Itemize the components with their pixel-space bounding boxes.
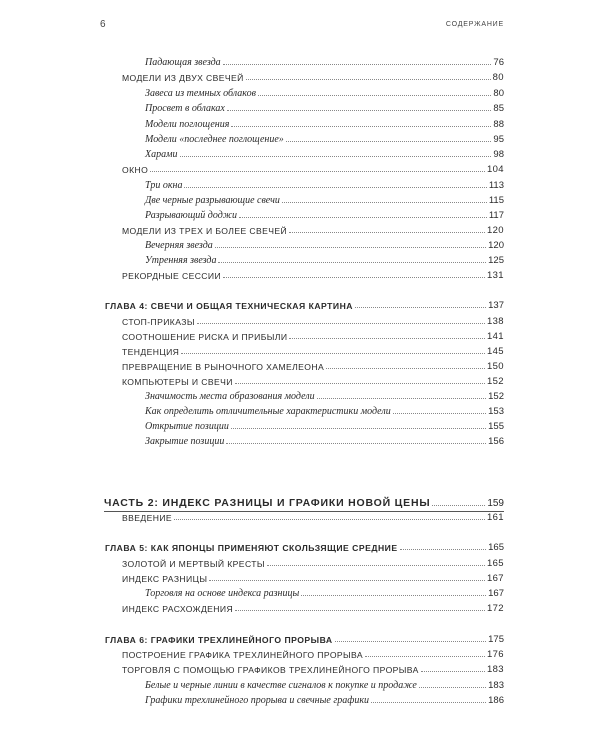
toc-entry[interactable]: ТОРГОВЛЯ С ПОМОЩЬЮ ГРАФИКОВ ТРЕХЛИНЕЙНОГО ПРОРЫВА 183 xyxy=(122,664,504,675)
toc-entry[interactable]: Вечерняя звезда 120 xyxy=(145,240,504,251)
toc-entry[interactable]: КОМПЬЮТЕРЫ И СВЕЧИ 152 xyxy=(122,376,504,387)
page-number: 6 xyxy=(100,19,106,30)
toc-entry[interactable]: Три окна 113 xyxy=(145,180,504,191)
toc-entry[interactable]: РЕКОРДНЫЕ СЕССИИ 131 xyxy=(122,270,504,281)
toc-entry[interactable]: МОДЕЛИ ИЗ ТРЕХ И БОЛЕЕ СВЕЧЕЙ 120 xyxy=(122,225,504,236)
toc-entry[interactable]: Завеса из темных облаков 80 xyxy=(145,88,504,99)
toc-entry[interactable]: Две черные разрывающие свечи 115 xyxy=(145,195,504,206)
toc-entry[interactable]: Значимость места образования модели 152 xyxy=(145,391,504,402)
toc-entry[interactable]: СООТНОШЕНИЕ РИСКА И ПРИБЫЛИ 141 xyxy=(122,331,504,342)
toc-entry[interactable]: ПОСТРОЕНИЕ ГРАФИКА ТРЕХЛИНЕЙНОГО ПРОРЫВА 176 xyxy=(122,649,504,660)
toc-entry[interactable]: ИНДЕКС РАЗНИЦЫ 167 xyxy=(122,573,504,584)
toc-entry[interactable]: Харами 98 xyxy=(145,149,504,160)
toc-entry[interactable]: Модели поглощения 88 xyxy=(145,119,504,130)
toc-entry[interactable]: Падающая звезда 76 xyxy=(145,57,504,68)
toc-entry[interactable]: СТОП-ПРИКАЗЫ 138 xyxy=(122,316,504,327)
toc-entry[interactable]: Закрытие позиции 156 xyxy=(145,436,504,447)
toc-chapter[interactable]: ГЛАВА 5: КАК ЯПОНЦЫ ПРИМЕНЯЮТ СКОЛЬЗЯЩИЕ СРЕДНИЕ 165 xyxy=(105,542,504,553)
toc-entry[interactable]: ЗОЛОТОЙ И МЕРТВЫЙ КРЕСТЫ 165 xyxy=(122,558,504,569)
toc-entry[interactable]: МОДЕЛИ ИЗ ДВУХ СВЕЧЕЙ 80 xyxy=(122,72,504,83)
toc-entry[interactable]: Просвет в облаках 85 xyxy=(145,103,504,114)
toc-entry[interactable]: ВВЕДЕНИЕ 161 xyxy=(122,512,504,523)
running-title: СОДЕРЖАНИЕ xyxy=(445,21,504,28)
toc-entry[interactable]: ПРЕВРАЩЕНИЕ В РЫНОЧНОГО ХАМЕЛЕОНА 150 xyxy=(122,361,504,372)
toc-entry[interactable]: Графики трехлинейного прорыва и свечные графики 186 xyxy=(145,695,504,706)
toc-entry[interactable]: Разрывающий доджи 117 xyxy=(145,210,504,221)
toc-entry[interactable]: Торговля на основе индекса разницы 167 xyxy=(145,588,504,599)
toc-entry[interactable]: ИНДЕКС РАСХОЖДЕНИЯ 172 xyxy=(122,603,504,614)
toc-part[interactable]: ЧАСТЬ 2: ИНДЕКС РАЗНИЦЫ И ГРАФИКИ НОВОЙ ЦЕНЫ 159 xyxy=(104,497,504,509)
toc-entry[interactable]: ТЕНДЕНЦИЯ 145 xyxy=(122,346,504,357)
toc-chapter[interactable]: ГЛАВА 4: СВЕЧИ И ОБЩАЯ ТЕХНИЧЕСКАЯ КАРТИНА 137 xyxy=(105,300,504,311)
toc-entry[interactable]: Утренняя звезда 125 xyxy=(145,255,504,266)
toc-entry[interactable]: Как определить отличительные характеристики модели 153 xyxy=(145,406,504,417)
toc-entry[interactable]: Белые и черные линии в качестве сигналов к покупке и продаже 183 xyxy=(145,680,504,691)
toc-entry[interactable]: Модели «последнее поглощение» 95 xyxy=(145,134,504,145)
toc-entry[interactable]: Открытие позиции 155 xyxy=(145,421,504,432)
toc-entry[interactable]: ОКНО 104 xyxy=(122,164,504,175)
toc-chapter[interactable]: ГЛАВА 6: ГРАФИКИ ТРЕХЛИНЕЙНОГО ПРОРЫВА 175 xyxy=(105,634,504,645)
